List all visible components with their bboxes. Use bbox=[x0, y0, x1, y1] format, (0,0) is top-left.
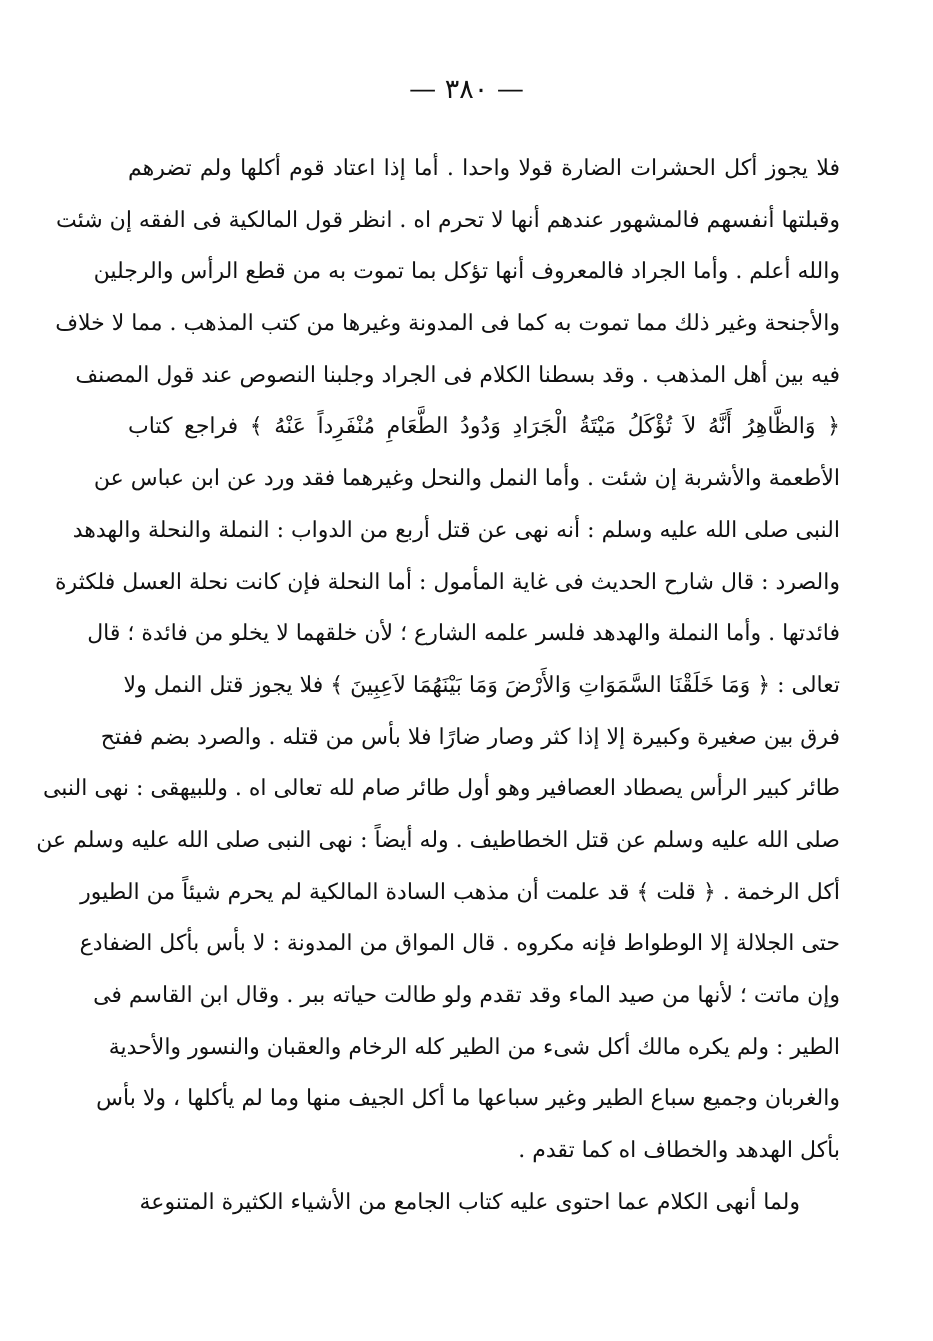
text-line: وقبلتها أنفسهم فالمشهور عندهم أنها لا تحرم اه . انظر قول المالكية فى الفقه إن شئت bbox=[56, 207, 840, 233]
text-line: أكل الرخمة . ﴿ قلت ﴾ قد علمت أن مذهب السادة المالكية لم يحرم شيئاً من الطيور bbox=[80, 879, 840, 905]
text-line: الطير : ولم يكره مالك أكل شىء من الطير كله الرخام والعقبان والنسور والأحدية bbox=[108, 1034, 840, 1060]
text-line: فرق بين صغيرة وكبيرة إلا إذا كثر وصار ضارًا فلا بأس من قتله . والصرد بضم ففتح bbox=[100, 724, 840, 750]
text-line: والله أعلم . وأما الجراد فالمعروف أنها تؤكل بما تموت به من قطع الرأس والرجلين bbox=[93, 259, 840, 285]
text-line: الأطعمة والأشربة إن شئت . وأما النمل والنحل وغيرهما فقد ورد عن ابن عباس عن bbox=[93, 466, 840, 492]
text-line: والصرد : قال شارح الحديث فى غاية المأمول : أما النحلة فإن كانت نحلة العسل فلكثرة bbox=[55, 569, 840, 595]
body-text bbox=[36, 143, 840, 1228]
text-line: فيه بين أهل المذهب . وقد بسطنا الكلام فى الجراد وجلبنا النصوص عند قول المصنف bbox=[75, 362, 840, 388]
text-line: حتى الجلالة إلا الوطواط فإنه مكروه . قال المواق من المدونة : لا بأس بأكل الضفادع bbox=[79, 931, 840, 957]
new-paragraph-line: ولما أنهى الكلام عما احتوى عليه كتاب الجامع من الأشياء الكثيرة المتنوعة bbox=[139, 1189, 800, 1215]
text-line: والأجنحة وغير ذلك مما تموت به كما فى المدونة وغيرها من كتب المذهب . مما لا خلاف bbox=[55, 311, 840, 337]
text-line: والغربان وجميع سباع الطير وغير سباعها ما أكل الجيف منها وما لم يأكلها ، ولا بأس bbox=[96, 1086, 840, 1112]
quran-quote-line: تعالى : ﴿ وَمَا خَلَقْنَا السَّمَوَاتِ وَالأَرْضَ وَمَا بَيْنَهُمَا لاَعِبِينَ ﴾ فلا يجوز قتل النمل ولا bbox=[123, 672, 840, 698]
text-line: فلا يجوز أكل الحشرات الضارة قولا واحدا . أما إذا اعتاد قوم أكلها ولم تضرهم bbox=[128, 156, 840, 181]
text-line: النبى صلى الله عليه وسلم : أنه نهى عن قتل أربع من الدواب : النملة والنحلة والهدهد bbox=[72, 517, 840, 543]
quran-quote-line: ﴿ وَالظَّاهِرُ أَنَّهُ لاَ تُؤْكَلُ مَيْتَةُ الْجَرَادِ وَدُودُ الطَّعَامِ مُنْفَرِداً عَنْهُ ﴾ فراجع كتاب bbox=[128, 414, 840, 440]
text-line: طائر كبير الرأس يصطاد العصافير وهو أول طائر صام لله تعالى اه . وللبيهقى : نهى النبى bbox=[42, 776, 840, 802]
page-number: — ٣٨٠ — bbox=[409, 74, 524, 105]
text-line: صلى الله عليه وسلم عن قتل الخطاطيف . وله أيضاً : نهى النبى صلى الله عليه وسلم عن bbox=[36, 827, 840, 853]
text-line: وإن ماتت ؛ لأنها من صيد الماء وقد تقدم ولو طالت حياته ببر . وقال ابن القاسم فى bbox=[93, 983, 840, 1008]
paragraph-end-line: بأكل الهدهد والخطاف اه كما تقدم . bbox=[518, 1138, 840, 1164]
text-line: فائدتها . وأما النملة والهدهد فلسر علمه الشارع ؛ لأن خلقهما لا يخلو من فائدة ؛ قال bbox=[87, 621, 840, 647]
